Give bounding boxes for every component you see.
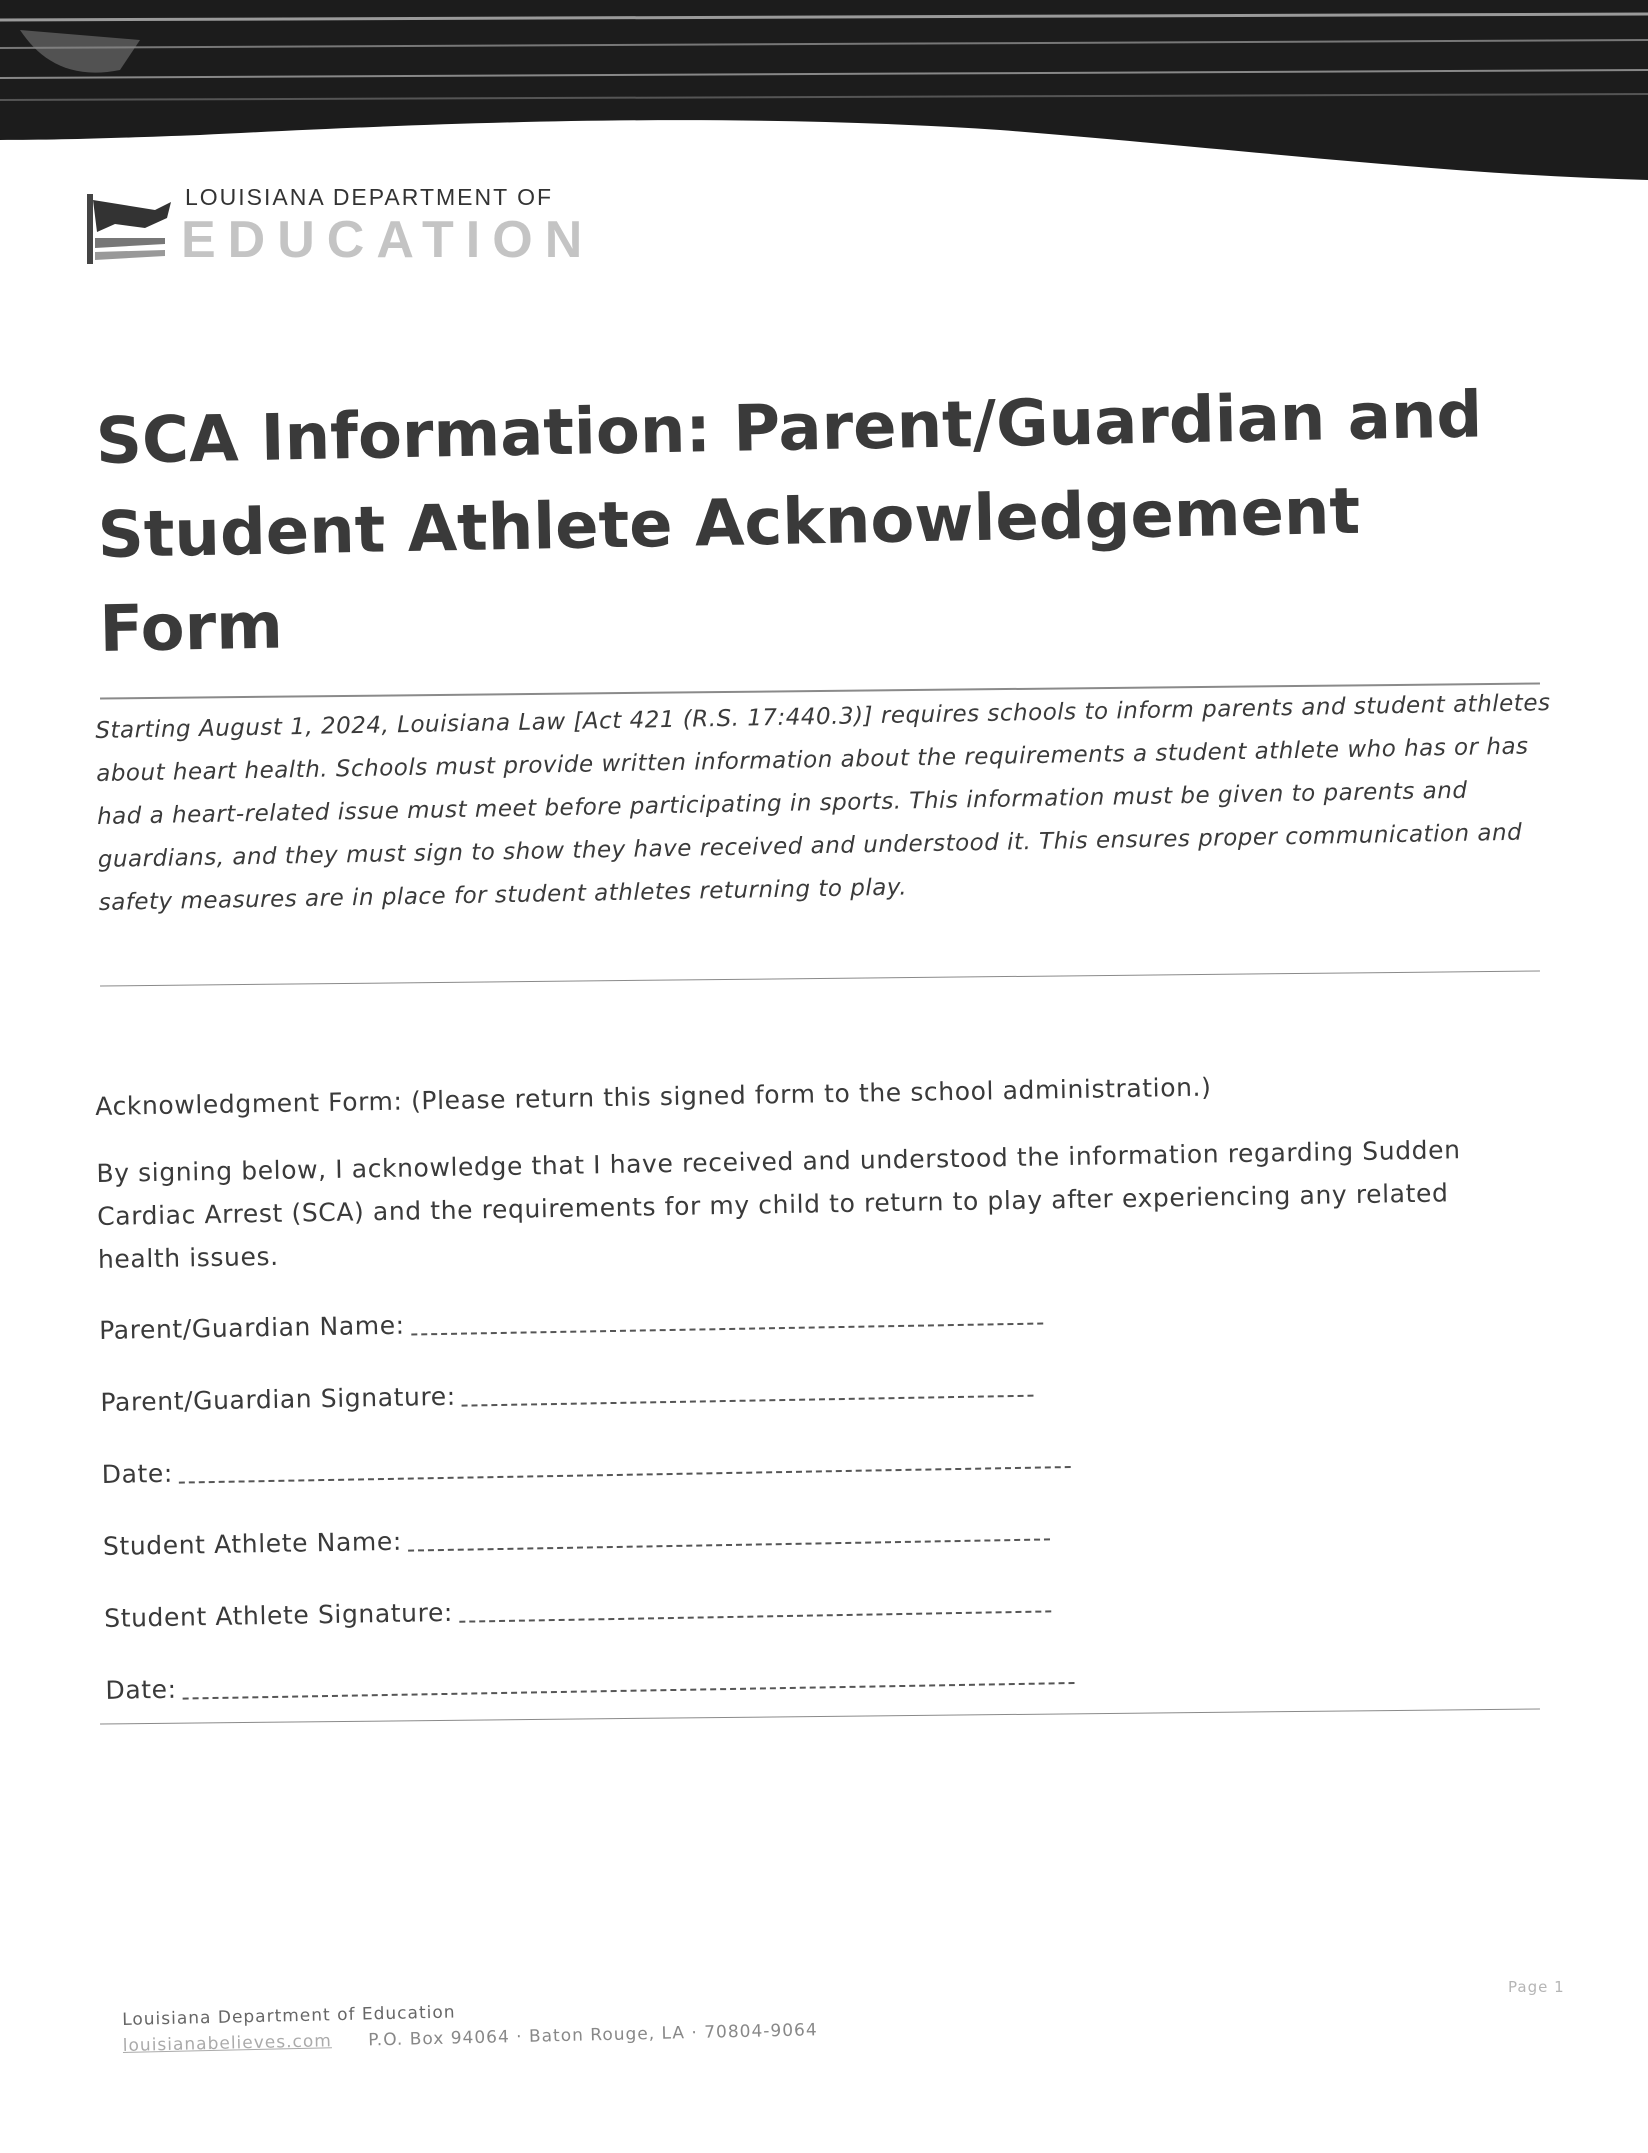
page-number: Page 1 (1508, 1978, 1565, 1996)
signature-line[interactable] (179, 1466, 1071, 1484)
lde-logo (85, 180, 625, 270)
acknowledgment-text: By signing below, I acknowledge that I have received and understood the information regarding Sudden Cardiac Arrest (SCA) and the requirements for my child to return to play after experiencing any related health issues. (96, 1135, 1461, 1274)
signature-line[interactable] (459, 1610, 1051, 1622)
acknowledgment-heading: Acknowledgment Form: (Please return this signed form to the school administration.) (95, 1072, 1212, 1121)
footer-address: P.O. Box 94064 · Baton Rouge, LA · 70804-9064 (367, 2020, 818, 2051)
acknowledgment-section (95, 1064, 1576, 1743)
signature-line[interactable] (408, 1538, 1050, 1551)
field-label: Parent/Guardian Name: (98, 1310, 405, 1345)
intro-paragraph: Starting August 1, 2024, Louisiana Law [Act 421 (R.S. 17:440.3)] requires schools to inform parents and student athletes about heart health. Schools must provide written information about the requirements a student athlete who has or has had a heart-related issue must meet before participating in sports. This information must be given to parents and guardians, and they must sign to show they have received and understood it. This ensures proper communication and safety measures are in place for student athletes returning to play. (95, 690, 1551, 916)
footer-org: Louisiana Department of Education (122, 2002, 456, 2030)
pelican-emblem-icon (85, 188, 173, 266)
signature-line[interactable] (183, 1682, 1075, 1700)
logo-org-text: LOUISIANA DEPARTMENT OF (185, 184, 554, 210)
field-label: Date: (105, 1674, 177, 1705)
divider (100, 970, 1540, 986)
footer (122, 1994, 818, 2056)
signature-line[interactable] (411, 1322, 1043, 1335)
footer-website-link[interactable]: louisianabelieves.com (122, 2031, 333, 2056)
field-label: Date: (101, 1458, 174, 1489)
scan-artifact-band (0, 0, 1648, 200)
field-label: Parent/Guardian Signature: (100, 1381, 457, 1417)
field-label: Student Athlete Name: (102, 1526, 403, 1561)
field-label: Student Athlete Signature: (103, 1597, 454, 1633)
page-title: SCA Information: Parent/Guardian and Student Athlete Acknowledgement Form (95, 378, 1483, 667)
logo-education-text: EDUCATION (181, 211, 595, 269)
signature-line[interactable] (462, 1395, 1034, 1407)
